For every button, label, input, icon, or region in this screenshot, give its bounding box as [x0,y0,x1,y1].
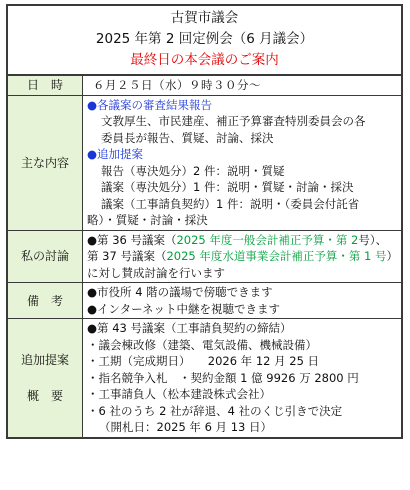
additional-body [83,319,401,437]
contents-line: 委員長が報告、質疑、討論、採決 [101,130,274,145]
contents-line: 略）・質疑・討論・採決 [87,213,208,227]
additional-line: ・工期（完成期日） 2026 年 12 月 25 日 [87,354,320,368]
contents-body [83,96,401,230]
row-my-debate [8,231,401,284]
additional-label [8,319,83,437]
notes-line: ●インターネット中継を視聴できます [87,301,280,316]
row-datetime [8,76,401,96]
datetime-value: ６月２５日（水）９時３０分～ [93,78,261,92]
council-title: 古賀市議会 [170,10,239,26]
additional-line: （開札日：2025 年 6 月 13 日） [99,420,272,434]
my-debate-body [83,231,401,283]
datetime-label: 日 時 [8,76,83,95]
contents-section-title: ●各議案の審査結果報告 [87,97,213,112]
debate-text: ）に対し賛成討論を行います [87,249,393,280]
my-debate-label: 私の討論 [8,231,83,283]
row-additional [8,319,401,437]
row-contents [8,96,401,231]
notice-subtitle: 最終日の本会議のご案内 [130,52,279,68]
additional-line: ・議会棟改修（建築、電気設備、機械設備） [87,337,317,352]
contents-label: 主な内容 [8,96,83,230]
notes-body [83,283,401,318]
debate-bill-title: 2025 年度水道事業会計補正予算・ [166,249,349,263]
session-title: 2025 年第 2 回定例会（6 月議会） [95,31,314,47]
additional-line: ●第 43 号議案（工事請負契約の締結） [87,321,292,335]
additional-label-line: 概 要 [26,388,63,403]
contents-line: 文教厚生、市民建産、補正予算審査特別委員会の各 [101,114,366,128]
contents-section-title: ●追加提案 [87,147,144,161]
additional-label-line: 追加提案 [20,352,69,367]
contents-line: 議案（専決処分）1 件：説明・質疑・討論・採決 [101,180,354,194]
meeting-notice [6,4,403,439]
debate-bill-title: 第 1 号 [348,249,387,263]
contents-line: 議案（工事請負契約）1 件：説明・（委員会付託省 [101,196,360,211]
additional-line: ・6 社のうち 2 社が辞退、4 社のくじ引きで決定 [87,403,343,418]
debate-text: ●第 36 号議案（ [87,232,177,247]
debate-text: 号）、第 37 号議案（ [87,232,388,263]
notes-label: 備 考 [8,283,83,318]
row-notes [8,283,401,319]
additional-line: ・工事請負人（松本建設株式会社） [87,387,271,401]
debate-bill-title: 2025 年度一般会計補正予算・第 2 [176,232,359,247]
notes-line: ●市役所 4 階の議場で傍聴できます [87,285,273,299]
contents-line: 報告（専決処分）2 件：説明・質疑 [101,163,285,178]
notice-header [8,6,401,76]
additional-line: ・指名競争入札 ・契約金額 1 億 9926 万 2800 円 [87,370,359,385]
